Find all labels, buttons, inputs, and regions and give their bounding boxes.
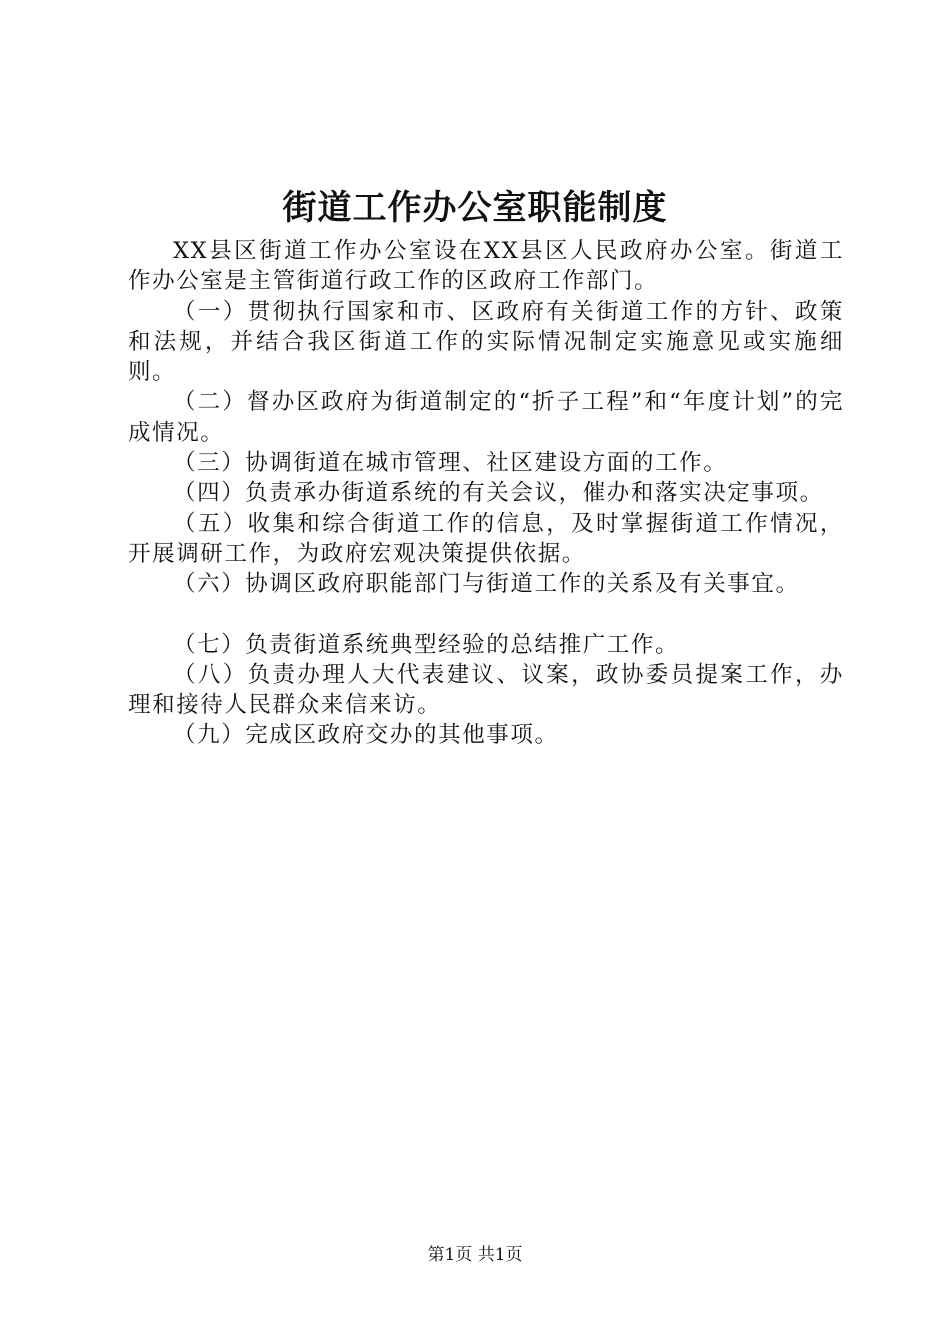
paragraph-item-6: （六）协调区政府职能部门与街道工作的关系及有关事宜。: [173, 571, 800, 598]
paragraph-item-1: （一）贯彻执行国家和市、区政府有关街道工作的方针、政策和法规，并结合我区街道工作的实际情况制定实施意见或实施细则。: [128, 298, 844, 386]
paragraph-item-2: （二）督办区政府为街道制定的“折子工程”和“年度计划”的完成情况。: [128, 389, 844, 446]
document-title: 街道工作办公室职能制度: [282, 188, 668, 228]
page-footer: 第1页 共1页: [427, 1245, 523, 1265]
paragraph-item-5: （五）收集和综合街道工作的信息，及时掌握街道工作情况，开展调研工作，为政府宏观决策提供依据。: [128, 510, 844, 567]
paragraph-intro: XX县区街道工作办公室设在XX县区人民政府办公室。街道工作办公室是主管街道行政工作的区政府工作部门。: [128, 238, 844, 295]
paragraph-item-4: （四）负责承办街道系统的有关会议，催办和落实决定事项。: [173, 480, 824, 507]
paragraph-item-9: （九）完成区政府交办的其他事项。: [173, 722, 559, 749]
paragraph-item-7: （七）负责街道系统典型经验的总结推广工作。: [173, 631, 680, 658]
document-body: [128, 236, 844, 751]
paragraph-item-8: （八）负责办理人大代表建议、议案，政协委员提案工作，办理和接待人民群众来信来访。: [128, 661, 844, 719]
paragraph-item-3: （三）协调街道在城市管理、社区建设方面的工作。: [173, 450, 728, 477]
